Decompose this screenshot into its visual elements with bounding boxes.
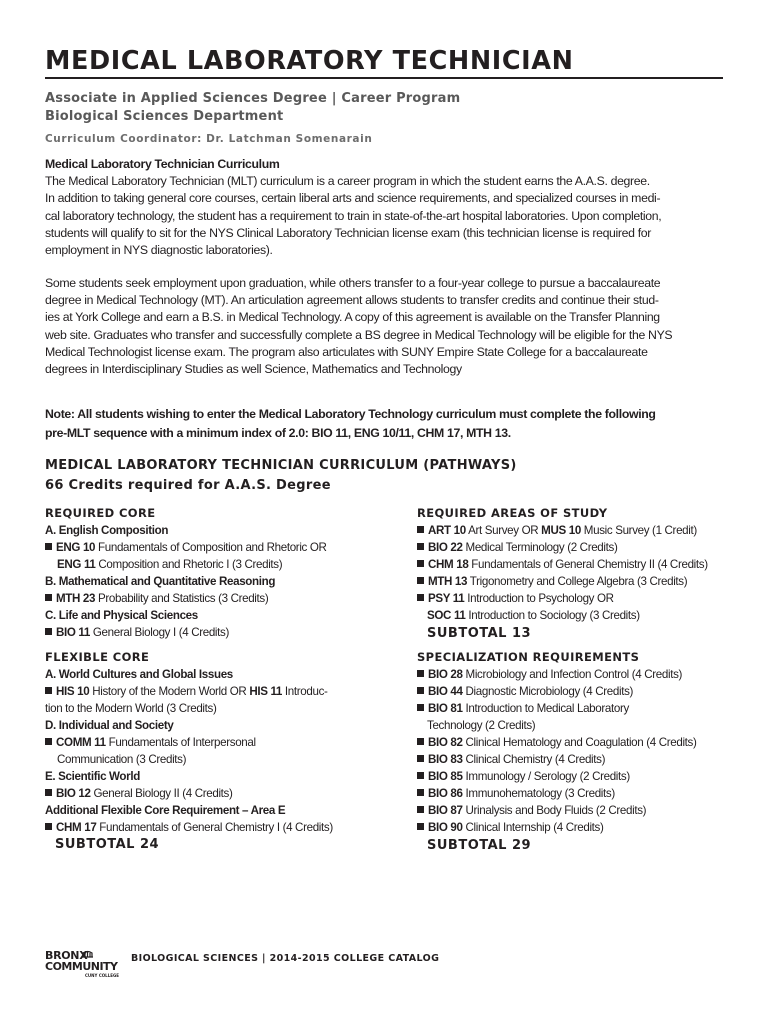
course-continuation: tion to the Modern World (3 Credits) [45, 702, 217, 715]
category-scientific-world: E. Scientific World [45, 770, 140, 783]
course-code: BIO 82 [428, 736, 463, 749]
course-item [427, 609, 640, 622]
intro-section [45, 156, 725, 259]
bullet-square-icon [417, 670, 424, 677]
bullet-square-icon [417, 526, 424, 533]
intro-para1-line: In addition to taking general core courses, certain liberal arts and science requirements, and specialized courses in medi- [45, 191, 661, 206]
course-title: Clinical Internship (4 Credits) [462, 821, 604, 834]
course-code: BIO 28 [428, 668, 463, 681]
course-code: MTH 13 [428, 575, 468, 588]
course-code: COMM 11 [56, 736, 106, 749]
category-individual-society: D. Individual and Society [45, 719, 174, 732]
bullet-square-icon [417, 772, 424, 779]
degree-line: Associate in Applied Sciences Degree | Career Program [45, 91, 461, 106]
course-title: Trigonometry and College Algebra (3 Credits) [467, 575, 688, 588]
course-title: General Biology I (4 Credits) [90, 626, 229, 639]
course-title: Introduction to Medical Laboratory [462, 702, 629, 715]
logo-line-bronx: BRONX [45, 949, 88, 962]
course-item [417, 558, 708, 571]
required-areas-heading: REQUIRED AREAS OF STUDY [417, 506, 608, 520]
curriculum-heading: MEDICAL LABORATORY TECHNICIAN CURRICULUM (PATHWAYS) [45, 458, 517, 473]
intro-para2-line: degrees in Interdisciplinary Studies as well Science, Mathematics and Technology [45, 362, 462, 377]
course-title: Urinalysis and Body Fluids (2 Credits) [462, 804, 647, 817]
course-item [417, 524, 697, 537]
bullet-square-icon [45, 823, 52, 830]
course-code: ART 10 [428, 524, 466, 537]
course-item [417, 592, 614, 605]
course-title: Fundamentals of General Chemistry I (4 Credits) [96, 821, 333, 834]
course-title: Diagnostic Microbiology (4 Credits) [462, 685, 634, 698]
course-code: SOC 11 [427, 609, 466, 622]
category-world-cultures: A. World Cultures and Global Issues [45, 668, 233, 681]
course-title: General Biology II (4 Credits) [90, 787, 233, 800]
curriculum-coordinator: Curriculum Coordinator: Dr. Latchman Somenarain [45, 133, 373, 145]
course-code: MUS 10 [541, 524, 581, 537]
course-title: Fundamentals of General Chemistry II (4 Credits) [468, 558, 708, 571]
course-code: BIO 90 [428, 821, 463, 834]
category-additional-flexible: Additional Flexible Core Requirement – Area E [45, 804, 286, 817]
course-title: Immunology / Serology (2 Credits) [462, 770, 630, 783]
course-code: BIO 12 [56, 787, 91, 800]
bullet-square-icon [417, 789, 424, 796]
flexible-core-heading: FLEXIBLE CORE [45, 650, 150, 664]
footer-catalog-label: BIOLOGICAL SCIENCES | 2014-2015 COLLEGE CATALOG [131, 953, 440, 964]
course-item [45, 685, 328, 698]
department-line: Biological Sciences Department [45, 109, 284, 124]
intro-para1-line: students will qualify to sit for the NYS Clinical Laboratory Technician license exam (this technician license is required for [45, 225, 652, 240]
course-item [417, 702, 629, 715]
subtotal-flexible-core: SUBTOTAL 24 [55, 837, 160, 852]
course-item [417, 753, 605, 766]
specialization-heading: SPECIALIZATION REQUIREMENTS [417, 650, 640, 664]
course-title: Fundamentals of Composition and Rhetoric OR [95, 541, 327, 554]
course-title: Music Survey (1 Credit) [580, 524, 697, 537]
bullet-square-icon [45, 687, 52, 694]
intro-para2-line: Medical Technologist license exam. The program also articulates with SUNY Empire State College for a baccalaureate [45, 344, 648, 359]
course-code: ENG 11 [57, 558, 96, 571]
course-code: MTH 23 [56, 592, 96, 605]
course-item [417, 541, 617, 554]
subtotal-specialization: SUBTOTAL 29 [427, 838, 532, 853]
course-code: CHM 17 [56, 821, 97, 834]
page-title: MEDICAL LABORATORY TECHNICIAN [45, 46, 574, 76]
intro-para1-line: cal laboratory technology, the student has a requirement to train in state-of-the-art hospital laboratories. Upon completion, [45, 208, 662, 223]
course-code: HIS 10 [56, 685, 90, 698]
course-item [417, 821, 604, 834]
course-title: Introduction to Psychology OR [464, 592, 614, 605]
category-english-composition: A. English Composition [45, 524, 169, 537]
bullet-square-icon [45, 789, 52, 796]
course-item [417, 668, 682, 681]
bullet-square-icon [417, 543, 424, 550]
course-title: Clinical Hematology and Coagulation (4 Credits) [462, 736, 697, 749]
course-item [417, 770, 630, 783]
course-title: Introduction to Sociology (3 Credits) [465, 609, 640, 622]
intro-para2-line: degree in Medical Technology (MT). An articulation agreement allows students to transfer credits and continue their stud- [45, 293, 659, 308]
course-item [45, 592, 268, 605]
course-item [45, 541, 327, 554]
course-item [57, 558, 282, 571]
course-item [45, 626, 229, 639]
intro-paragraph-2 [45, 275, 725, 378]
bullet-square-icon [417, 704, 424, 711]
intro-para1-line: employment in NYS diagnostic laboratories). [45, 243, 273, 258]
left-column [45, 504, 375, 864]
prerequisite-note [45, 405, 725, 443]
intro-heading: Medical Laboratory Technician Curriculum [45, 157, 280, 171]
bullet-square-icon [417, 594, 424, 601]
course-item [417, 736, 697, 749]
intro-para2-line: ies at York College and earn a B.S. in Medical Technology. A copy of this agreement is available on the Transfer Planning [45, 310, 660, 325]
course-code: CHM 18 [428, 558, 469, 571]
bullet-square-icon [417, 577, 424, 584]
note-line: Note: All students wishing to enter the Medical Laboratory Technology curriculum must complete the following [45, 407, 656, 421]
intro-para2-line: Some students seek employment upon graduation, while others transfer to a four-year college to pursue a baccalaureate [45, 276, 661, 290]
course-code: BIO 83 [428, 753, 463, 766]
right-column [417, 504, 737, 864]
bullet-square-icon [45, 738, 52, 745]
intro-para2-line: web site. Graduates who transfer and successfully complete a BS degree in Medical Technology will be eligible for the NYS [45, 327, 673, 342]
course-code: BIO 87 [428, 804, 463, 817]
course-item [417, 804, 646, 817]
bullet-square-icon [417, 738, 424, 745]
course-item [45, 787, 233, 800]
credits-required: 66 Credits required for A.A.S. Degree [45, 478, 331, 493]
course-title: Medical Terminology (2 Credits) [462, 541, 618, 554]
course-code: BIO 85 [428, 770, 463, 783]
category-life-sciences: C. Life and Physical Sciences [45, 609, 198, 622]
bullet-square-icon [45, 594, 52, 601]
course-item [417, 685, 633, 698]
course-title: Composition and Rhetoric I (3 Credits) [95, 558, 283, 571]
bullet-square-icon [417, 560, 424, 567]
course-title: Microbiology and Infection Control (4 Credits) [462, 668, 683, 681]
bridge-emblem-icon [82, 950, 93, 958]
course-continuation: Technology (2 Credits) [427, 719, 536, 732]
course-title: History of the Modern World OR [89, 685, 250, 698]
intro-para1-line: The Medical Laboratory Technician (MLT) curriculum is a career program in which the student earns the A.A.S. degree. [45, 174, 650, 189]
required-core-heading: REQUIRED CORE [45, 506, 156, 520]
bullet-square-icon [417, 823, 424, 830]
course-title: Art Survey OR [465, 524, 542, 537]
bullet-square-icon [45, 543, 52, 550]
course-code: BIO 11 [56, 626, 90, 639]
logo-tagline: CUNY COLLEGE [85, 973, 120, 978]
course-title: Immunohematology (3 Credits) [462, 787, 615, 800]
course-title: Fundamentals of Interpersonal [105, 736, 256, 749]
course-code: HIS 11 [249, 685, 283, 698]
course-title: Introduc- [282, 685, 328, 698]
bullet-square-icon [417, 687, 424, 694]
course-code: BIO 44 [428, 685, 463, 698]
bullet-square-icon [417, 755, 424, 762]
course-code: BIO 86 [428, 787, 463, 800]
subtotal-required-areas: SUBTOTAL 13 [427, 626, 532, 641]
course-code: PSY 11 [428, 592, 465, 605]
course-continuation: Communication (3 Credits) [57, 753, 187, 766]
category-math-reasoning: B. Mathematical and Quantitative Reasoning [45, 575, 276, 588]
course-title: Clinical Chemistry (4 Credits) [462, 753, 606, 766]
course-item [45, 821, 333, 834]
course-item [45, 736, 256, 749]
course-item [417, 575, 687, 588]
bullet-square-icon [45, 628, 52, 635]
course-code: BIO 81 [428, 702, 463, 715]
note-line: pre-MLT sequence with a minimum index of 2.0: BIO 11, ENG 10/11, CHM 17, MTH 13. [45, 426, 511, 440]
title-divider [45, 77, 723, 79]
course-title: Probability and Statistics (3 Credits) [95, 592, 269, 605]
course-code: ENG 10 [56, 541, 96, 554]
logo-line-community: COMMUNITY [45, 960, 118, 973]
course-code: BIO 22 [428, 541, 463, 554]
bullet-square-icon [417, 806, 424, 813]
course-item [417, 787, 615, 800]
